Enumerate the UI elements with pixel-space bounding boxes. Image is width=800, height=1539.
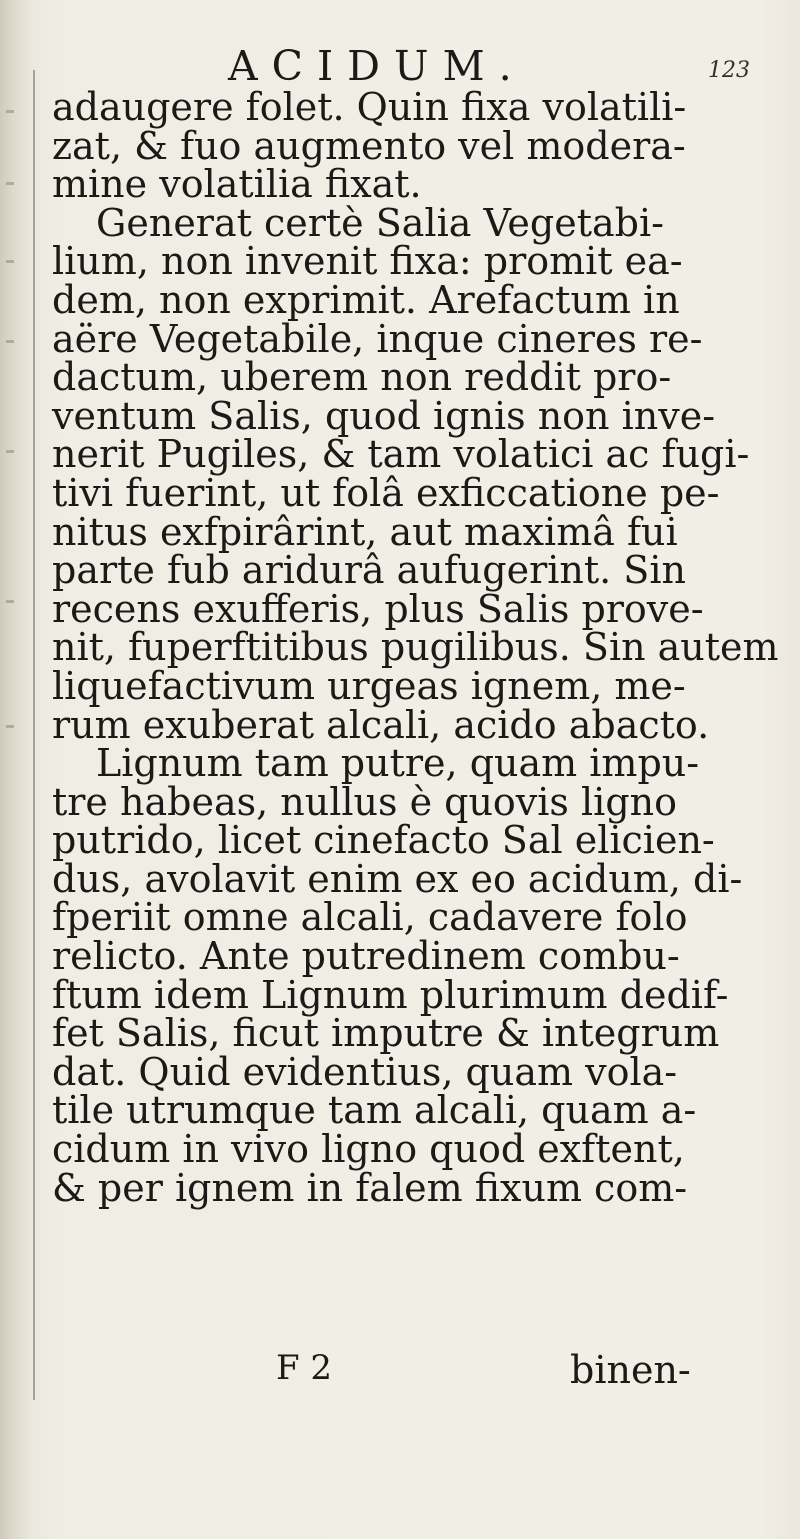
text-line: liquefactivum urgeas ignem, me- bbox=[52, 663, 686, 708]
text-line: lium, non invenit fixa: promit ea- bbox=[52, 239, 683, 284]
text-line: nitus exfpirârint, aut maximâ fui bbox=[52, 509, 678, 554]
body-text bbox=[52, 85, 779, 1210]
page-footer bbox=[0, 1348, 800, 1398]
text-line: putrido, licet cinefacto Sal elicien- bbox=[52, 818, 715, 863]
text-line: mine volatilia fixat. bbox=[52, 162, 422, 207]
text-line: tivi fuerint, ut folâ exficcatione pe- bbox=[52, 470, 720, 515]
text-line: nit, fuperftitibus pugilibus. Sin autem bbox=[52, 625, 779, 670]
page-number: 123 bbox=[708, 58, 750, 83]
text-line: Lignum tam putre, quam impu- bbox=[96, 741, 700, 786]
text-line: tile utrumque tam alcali, quam a- bbox=[52, 1088, 697, 1133]
text-line: adaugere folet. Quin fixa volatili- bbox=[52, 85, 687, 129]
text-line: dactum, uberem non reddit pro- bbox=[52, 355, 672, 400]
text-line: dat. Quid evidentius, quam vola- bbox=[52, 1049, 678, 1094]
text-line: dus, avolavit enim ex eo acidum, di- bbox=[52, 856, 743, 901]
running-head: ACIDUM. bbox=[228, 42, 526, 90]
bleed-through-mark bbox=[6, 182, 14, 185]
page-header bbox=[0, 38, 800, 88]
binding-gutter bbox=[0, 0, 32, 1539]
text-line: parte fub aridurâ aufugerint. Sin bbox=[52, 548, 686, 593]
text-line: & per ignem in falem fixum com- bbox=[52, 1165, 688, 1210]
bleed-through-mark bbox=[6, 110, 14, 113]
margin-rule bbox=[33, 70, 35, 1400]
text-line: rum exuberat alcali, acido abacto. bbox=[52, 702, 710, 747]
bleed-through-mark bbox=[6, 725, 14, 728]
text-line: tre habeas, nullus è quovis ligno bbox=[52, 779, 677, 824]
text-line: fet Salis, ficut imputre & integrum bbox=[52, 1011, 720, 1056]
text-line: Generat certè Salia Vegetabi- bbox=[96, 200, 664, 245]
text-line: cidum in vivo ligno quod exftent, bbox=[52, 1127, 685, 1172]
bleed-through-mark bbox=[6, 600, 14, 603]
text-line: relicto. Ante putredinem combu- bbox=[52, 934, 680, 979]
text-line: recens exufferis, plus Salis prove- bbox=[52, 586, 704, 631]
text-line: fperiit omne alcali, cadavere folo bbox=[52, 895, 688, 940]
text-line: ftum idem Lignum plurimum dedif- bbox=[52, 972, 729, 1017]
text-line: ventum Salis, quod ignis non inve- bbox=[52, 393, 716, 438]
text-line: dem, non exprimit. Arefactum in bbox=[52, 277, 680, 322]
bleed-through-mark bbox=[6, 450, 14, 453]
bleed-through-mark bbox=[6, 340, 14, 343]
signature-mark: F 2 bbox=[276, 1348, 333, 1388]
bleed-through-mark bbox=[6, 260, 14, 263]
text-line: zat, & fuo augmento vel modera- bbox=[52, 123, 686, 168]
catchword: binen- bbox=[570, 1348, 691, 1392]
text-line: nerit Pugiles, & tam volatici ac fugi- bbox=[52, 432, 750, 477]
text-line: aëre Vegetabile, inque cineres re- bbox=[52, 316, 703, 361]
